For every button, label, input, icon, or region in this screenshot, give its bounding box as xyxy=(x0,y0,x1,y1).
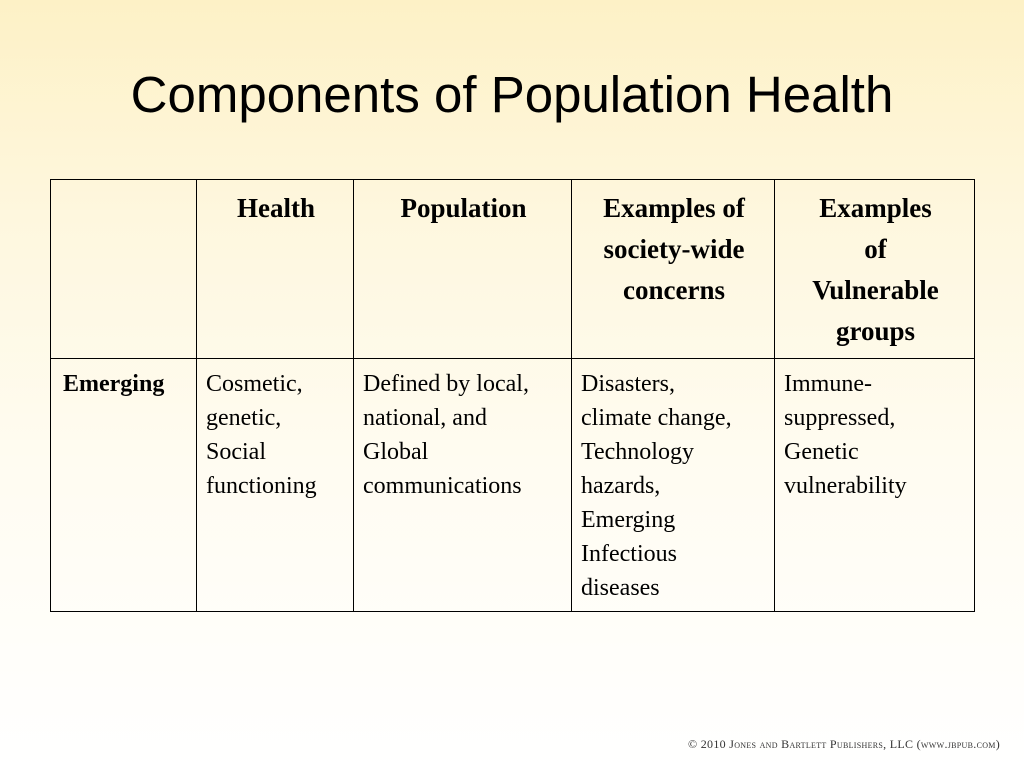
cell-line: Cosmetic, xyxy=(206,371,303,397)
header-line: Population xyxy=(400,193,527,223)
header-cell-society-wide-concerns xyxy=(572,180,775,359)
cell-line: suppressed, xyxy=(784,405,896,431)
header-line: society-wide xyxy=(603,234,745,264)
cell-line: functioning xyxy=(206,473,317,499)
cell-line: Emerging xyxy=(581,507,676,533)
header-line: Examples xyxy=(819,193,932,223)
cell-line: Infectious xyxy=(581,541,677,567)
header-cell-population xyxy=(354,180,572,359)
cell-line: climate change, xyxy=(581,405,732,431)
cell-line: communications xyxy=(363,473,522,499)
cell-line: Global xyxy=(363,439,429,465)
table-row xyxy=(51,359,975,612)
cell-line: hazards, xyxy=(581,473,661,499)
cell-health xyxy=(197,359,354,612)
header-line: Health xyxy=(237,193,315,223)
cell-line: national, and xyxy=(363,405,487,431)
header-line: concerns xyxy=(623,275,725,305)
cell-line: diseases xyxy=(581,575,660,601)
cell-line: Immune- xyxy=(784,371,872,397)
cell-line: Disasters, xyxy=(581,371,675,397)
cell-line: Technology xyxy=(581,439,694,465)
cell-line: Social xyxy=(206,439,266,465)
header-line: groups xyxy=(835,316,916,346)
header-line: of xyxy=(864,234,887,264)
header-cell-health xyxy=(197,180,354,359)
header-cell-empty xyxy=(51,180,197,359)
cell-line: Defined by local, xyxy=(363,371,529,397)
header-row xyxy=(51,180,975,359)
cell-line: vulnerability xyxy=(784,473,907,499)
slide-title: Components of Population Health xyxy=(130,66,894,123)
copyright-footer: © 2010 Jones and Bartlett Publishers, LLC (www.jbpub.com) xyxy=(688,737,1000,751)
header-line: Vulnerable xyxy=(812,275,939,305)
cell-population xyxy=(354,359,572,612)
header-line: Examples of xyxy=(603,193,745,223)
cell-line: genetic, xyxy=(206,405,282,431)
components-table xyxy=(50,179,975,612)
header-cell-vulnerable-groups xyxy=(775,180,975,359)
cell-society-wide-concerns xyxy=(572,359,775,612)
row-label-emerging: Emerging xyxy=(51,359,197,612)
cell-line: Genetic xyxy=(784,439,859,465)
cell-vulnerable-groups xyxy=(775,359,975,612)
